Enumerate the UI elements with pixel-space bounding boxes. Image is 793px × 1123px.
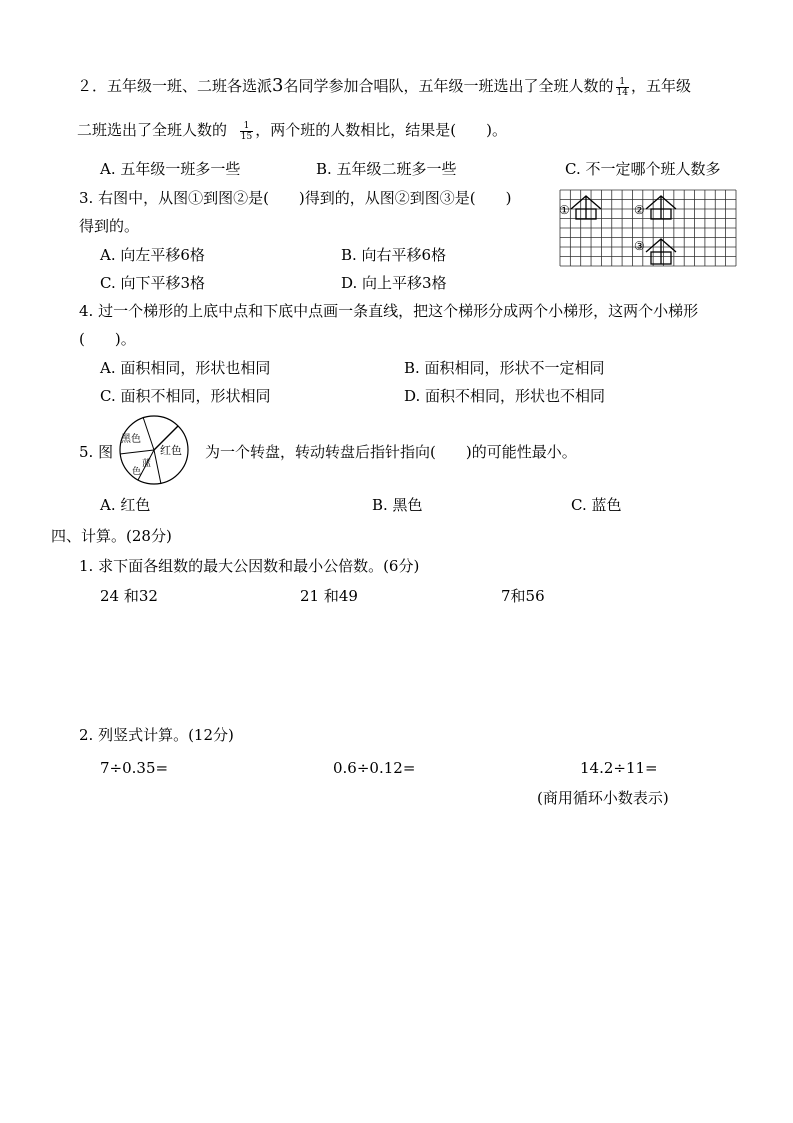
figure-label-3: ③	[634, 239, 645, 253]
q3-option-d: D. 向上平移3格	[341, 274, 447, 292]
section-4-title: 四、计算。(28分)	[51, 527, 172, 545]
fraction-1-14: $\frac{1}{14}$	[616, 76, 628, 98]
q4-option-b: B. 面积相同，形状不一定相同	[404, 359, 605, 377]
q3-option-b: B. 向右平移6格	[341, 246, 447, 264]
q4-line1: 4. 过一个梯形的上底中点和下底中点画一条直线，把这个梯形分成两个小梯形，这两个小梯形	[79, 302, 699, 320]
q3-option-c: C. 向下平移3格	[100, 274, 206, 292]
problem-2-expr-b: 0.6÷0.12=	[333, 759, 416, 777]
spinner-label-red: 红色	[160, 444, 182, 457]
problem-1-pair-a: 24 和32	[100, 587, 158, 605]
problem-2-note: (商用循环小数表示)	[537, 789, 669, 807]
q5-option-c: C. 蓝色	[571, 496, 622, 514]
q3-line2: 得到的。	[79, 217, 140, 235]
q4-option-d: D. 面积不相同，形状也不相同	[404, 387, 606, 405]
translation-grid-figure	[558, 188, 738, 268]
q2-option-b: B. 五年级二班多一些	[316, 160, 457, 178]
q5-text-b: 为一个转盘，转动转盘后指针指向( )的可能性最小。	[205, 443, 577, 461]
q3-line1: 3. 右图中，从图①到图②是( )得到的，从图②到图③是( )	[79, 189, 512, 207]
q2-number: ２	[77, 77, 93, 95]
q2-text-c: ，五年级	[630, 77, 691, 95]
problem-1-pair-c: 7和56	[501, 587, 545, 605]
q2-text-e: ，两个班的人数相比，结果是( )。	[255, 121, 507, 139]
q2-option-c: C. 不一定哪个班人数多	[565, 160, 721, 178]
spinner-label-blue-2: 色	[132, 467, 142, 477]
q4-line2: ( )。	[79, 330, 136, 348]
figure-label-1: ①	[559, 203, 570, 217]
fraction-1-15: $\frac{1}{15}$	[240, 120, 253, 142]
spinner-label-black: 黑色	[121, 434, 141, 445]
q2-option-a: A. 五年级一班多一些	[100, 160, 241, 178]
problem-2-title: 2. 列竖式计算。(12分)	[79, 726, 234, 744]
q2-text-b: 名同学参加合唱队，五年级一班选出了全班人数的	[283, 77, 614, 95]
q4-option-a: A. 面积相同，形状也相同	[100, 359, 271, 377]
q2-text-a: ．五年级一班、二班各选派	[92, 77, 273, 95]
figure-label-2: ②	[634, 203, 645, 217]
problem-2-expr-a: 7÷0.35=	[100, 759, 169, 777]
q3-option-a: A. 向左平移6格	[100, 246, 205, 264]
q2-line1	[77, 76, 691, 98]
q2-text-d: 二班选出了全班人数的	[77, 121, 228, 139]
q5-option-a: A. 红色	[100, 496, 151, 514]
q5-text-a: 5. 图	[79, 443, 114, 461]
problem-2-expr-c: 14.2÷11=	[580, 759, 658, 777]
q2-three: 3	[272, 75, 284, 96]
spinner-figure	[116, 414, 192, 486]
q2-line2	[77, 120, 507, 142]
q5-option-b: B. 黑色	[372, 496, 423, 514]
problem-1-title: 1. 求下面各组数的最大公因数和最小公倍数。(6分)	[79, 557, 420, 575]
spinner-label-blue-1: 蓝	[142, 459, 152, 469]
q4-option-c: C. 面积不相同，形状相同	[100, 387, 271, 405]
problem-1-pair-b: 21 和49	[300, 587, 358, 605]
